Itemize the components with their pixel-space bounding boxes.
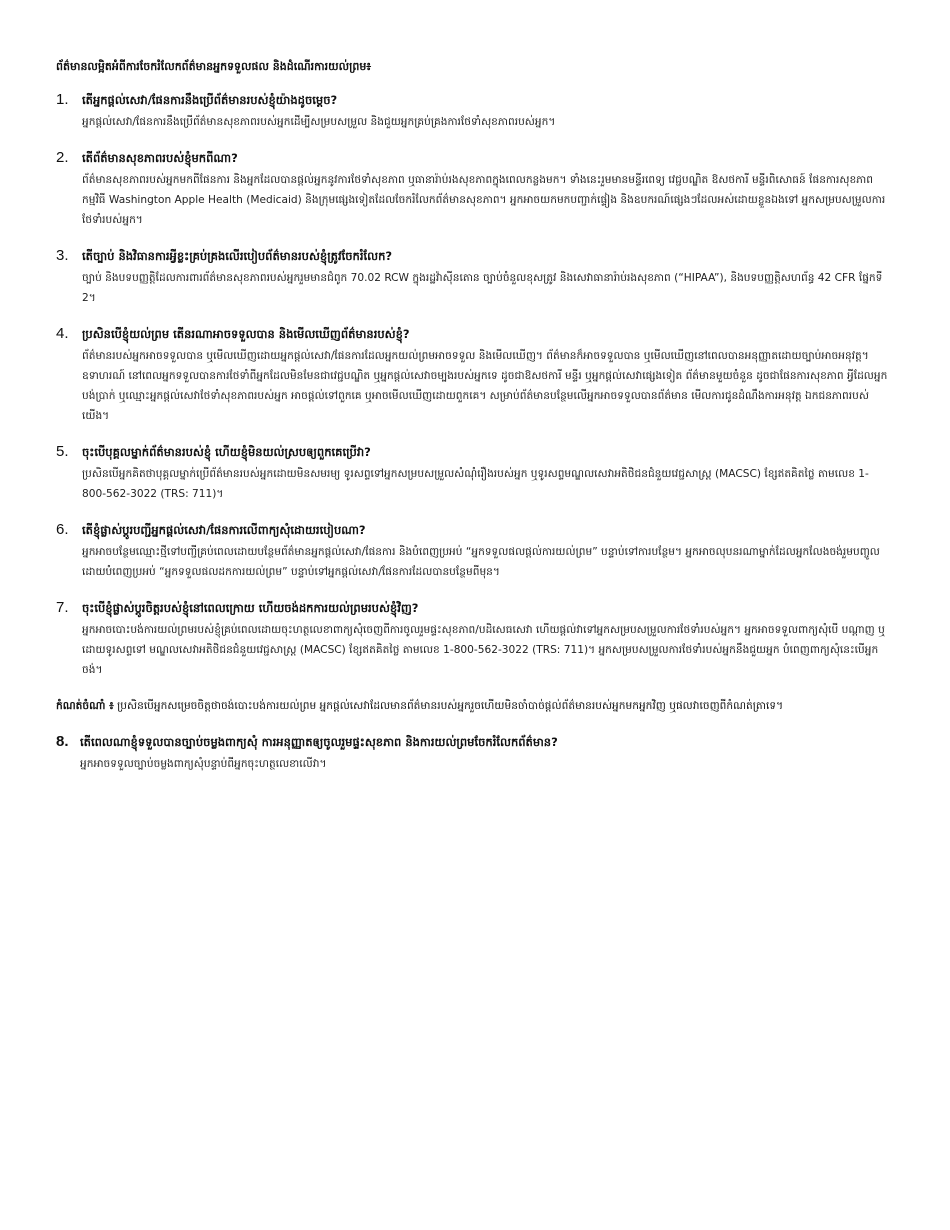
faq-section-4 xyxy=(56,324,890,426)
faq-answer: អ្នកអាចបន្ថែមឈ្មោះថ្មីទៅបញ្ជីគ្រប់ពេលដោយបន្ថែមព័ត៌មានអ្នកផ្តល់សេវា/ផែនការ និងបំពេញប្រអប់ “អ្នកទទួលផលផ្តល់ការយល់ព្រម” បន្ទាប់ទៅការបន្ថែម។ អ្នកអាចលុបនរណាម្នាក់ដែលអ្នកលែងចង់រួមបញ្ចូល ដោយបំពេញប្រអប់ “អ្នកទទួលផលដកការយល់ព្រម” បន្ទាប់ទៅអ្នកផ្តល់សេវា/ផែនការដែលបានបន្ថែមពីមុន។ xyxy=(82,546,880,578)
faq-section-1 xyxy=(56,90,890,132)
faq-section-6 xyxy=(56,520,890,582)
document-title: ព័ត៌មានលម្អិតអំពីការចែករំលែកព័ត៌មានអ្នកទទួលផល និងដំណើរការយល់ព្រម៖ xyxy=(56,60,372,73)
faq-question-row xyxy=(56,442,890,462)
faq-question-row xyxy=(56,598,890,618)
faq-question: ចុះបើខ្ញុំផ្លាស់ប្តូរចិត្តរបស់ខ្ញុំនៅពេលក្រោយ ហើយចង់ដកការយល់ព្រមរបស់ខ្ញុំវិញ? xyxy=(82,601,419,615)
faq-question: តើច្បាប់ និងវិធានការអ្វីខ្លះគ្រប់គ្រងលើរបៀបព័ត៌មានរបស់ខ្ញុំត្រូវចែករំលែក? xyxy=(82,249,393,263)
note-text: ប្រសិនបើអ្នកសម្រេចចិត្តថាចង់បោះបង់ការយល់ព្រម អ្នកផ្តល់សេវាដែលមានព័ត៌មានរបស់អ្នករួចហើយមិនចាំបាច់ផ្តល់ព័ត៌មានរបស់អ្នកមកអ្នកវិញ ឬផលវាចេញពីកំណត់ត្រាទេ។ xyxy=(117,700,784,712)
faq-number: 1. xyxy=(56,91,69,108)
faq-question: ចុះបើបុគ្គលម្នាក់ព័ត៌មានរបស់ខ្ញុំ ហើយខ្ញុំមិនយល់ស្របឲ្យពួកគេប្រើវា? xyxy=(82,445,371,459)
consent-note xyxy=(56,696,890,716)
faq-question: តើព័ត៌មានសុខភាពរបស់ខ្ញុំមកពីណា? xyxy=(82,151,238,165)
faq-answer: ព័ត៌មានសុខភាពរបស់អ្នកមកពីផែនការ និងអ្នកដែលបានផ្តល់អ្នកនូវការថែទាំសុខភាព ឬធានារ៉ាប់រងសុខភាពក្នុងពេលកន្លងមក។ ទាំងនេះរួមមានមន្ទីរពេទ្យ វេជ្ជបណ្ឌិត ឱសថការី មន្ទីរពិសោធន៍ ផែនការសុខភាព កម្មវិធី Washington Apple Health (Medicaid) និងក្រុមផ្សេងទៀតដែលចែករំលែកព័ត៌មានសុខភាព។ អ្នកអាចយកមកបញ្ជាក់ផ្ទៀង និងឧបករណ៍ផ្សេងៗដែលអស់ដោយខ្លួនឯងទៅ អ្នកសម្របសម្រួលការថែទាំរបស់អ្នក។ xyxy=(82,174,886,226)
faq-question-row xyxy=(56,520,890,540)
faq-section-5 xyxy=(56,442,890,504)
faq-question-row xyxy=(56,148,890,168)
faq-number: 3. xyxy=(56,247,69,264)
faq-question-row xyxy=(56,90,890,110)
faq-section-3 xyxy=(56,246,890,308)
faq-section-8 xyxy=(56,732,890,774)
faq-question: តើអ្នកផ្តល់សេវា/ផែនការនឹងប្រើព័ត៌មានរបស់ខ្ញុំយ៉ាងដូចម្ដេច? xyxy=(82,93,338,107)
faq-question-row xyxy=(56,732,890,752)
faq-section-7 xyxy=(56,598,890,680)
faq-number: 6. xyxy=(56,521,69,538)
faq-answer: ច្បាប់ និងបទបញ្ញត្តិដែលការពារព័ត៌មានសុខភាពរបស់អ្នករួមមានជំពូក 70.02 RCW ក្នុងរដ្ឋវ៉ាស៊ីនតោន ច្បាប់ចំនួលខុសត្រូវ និងសេវាធានារ៉ាប់រងសុខភាព (“HIPAA”), និងបទបញ្ញត្តិសហព័ន្ធ 42 CFR ផ្នែកទី 2។ xyxy=(82,272,883,304)
faq-question-row xyxy=(56,246,890,266)
faq-section-2 xyxy=(56,148,890,230)
note-label: កំណត់ចំណាំ ៖ xyxy=(56,700,114,712)
faq-answer: អ្នកផ្តល់សេវា/ផែនការនឹងប្រើព័ត៌មានសុខភាពរបស់អ្នកដើម្បីសម្របសម្រួល និងជួយអ្នកគ្រប់គ្រងការថែទាំសុខភាពរបស់អ្នក។ xyxy=(82,116,556,128)
faq-question: តើពេលណាខ្ញុំទទួលបានច្បាប់ចម្លងពាក្យសុំ ការអនុញ្ញាតឲ្យចូលរួមផ្ទះសុខភាព និងការយល់ព្រមចែករំលែកព័ត៌មាន? xyxy=(80,735,558,749)
faq-question-row xyxy=(56,324,890,344)
faq-number: 8. xyxy=(56,733,69,750)
faq-number: 7. xyxy=(56,599,69,616)
faq-answer: អ្នកអាចបោះបង់ការយល់ព្រមរបស់ខ្ញុំគ្រប់ពេលដោយចុះហត្ថលេខាពាក្យសុំចេញពីការចូលរួមផ្ទះសុខភាព/បដិសេធសេវា ហើយផ្តល់វាទៅអ្នកសម្របសម្រួលការថែទាំរបស់អ្នក។ អ្នកអាចទទួលពាក្យសុំបើ បណ្ដាញ ឬដោយទូរសព្ទទៅ មណ្ឌលសេវាអតិថិជនជំនួយវេជ្ជសាស្ត្រ (MACSC) ខ្សែឥតគិតថ្លៃ តាមលេខ 1-800-562-3022 (TRS: 711)។ អ្នកសម្របសម្រួលការថែទាំរបស់អ្នកនឹងជួយអ្នក បំពេញពាក្យសុំនេះបើអ្នកចង់។ xyxy=(82,624,885,676)
faq-answer: អ្នកអាចទទួលច្បាប់ចម្លងពាក្យសុំបន្ទាប់ពីអ្នកចុះហត្ថលេខាលើវា។ xyxy=(80,758,327,770)
faq-number: 5. xyxy=(56,443,69,460)
faq-question: ប្រសិនបើខ្ញុំយល់ព្រម តើនរណាអាចទទួលបាន និងមើលឃើញព័ត៌មានរបស់ខ្ញុំ? xyxy=(82,327,410,341)
faq-number: 2. xyxy=(56,149,69,166)
faq-answer: ប្រសិនបើអ្នកគិតថាបុគ្គលម្នាក់ប្រើព័ត៌មានរបស់អ្នកដោយមិនសមរម្យ ទូរសព្ទទៅអ្នកសម្របសម្រួលសំណុំរឿងរបស់អ្នក ឬទូរសព្ទមណ្ឌលសេវាអតិថិជនជំនួយវេជ្ជសាស្ត្រ (MACSC) ខ្សែឥតគិតថ្លៃ តាមលេខ 1-800-562-3022 (TRS: 711)។ xyxy=(82,468,869,500)
faq-number: 4. xyxy=(56,325,69,342)
faq-answer: ព័ត៌មានរបស់អ្នកអាចទទួលបាន ឬមើលឃើញដោយអ្នកផ្តល់សេវា/ផែនការដែលអ្នកយល់ព្រមអាចទទួល និងមើលឃើញ។ ព័ត៌មានក៏អាចទទួលបាន ឬមើលឃើញនៅពេលបានអនុញ្ញាតដោយច្បាប់អាចអនុវត្ត។ ឧទាហរណ៍ នៅពេលអ្នកទទួលបានការថែទាំពីអ្នកដែលមិនមែនជាវេជ្ជបណ្ឌិត ឬអ្នកផ្តល់សេវាចម្បងរបស់អ្នកទេ ដូចជាឱសថការី មន្ទីរ ឬអ្នកផ្តល់សេវាផ្សេងទៀត ព័ត៌មានមួយចំនួន ដូចជាផែនការសុខភាព អ្វីដែលអ្នកបង់ប្រាក់ ឬឈ្មោះអ្នកផ្តល់សេវាថែទាំសុខភាពរបស់អ្នក អាចផ្តល់ទៅពួកគេ ឬអាចមើលឃើញដោយពួកគេ។ សម្រាប់ព័ត៌មានបន្ថែមលើអ្នកអាចទទួលបានព័ត៌មាន មើលការជូនដំណឹងការអនុវត្ត ឯកជនភាពរបស់យើង។ xyxy=(82,350,888,422)
faq-question: តើខ្ញុំផ្លាស់ប្តូរបញ្ជីអ្នកផ្តល់សេវា/ផែនការលើពាក្យសុំដោយរបៀបណា? xyxy=(82,523,366,537)
